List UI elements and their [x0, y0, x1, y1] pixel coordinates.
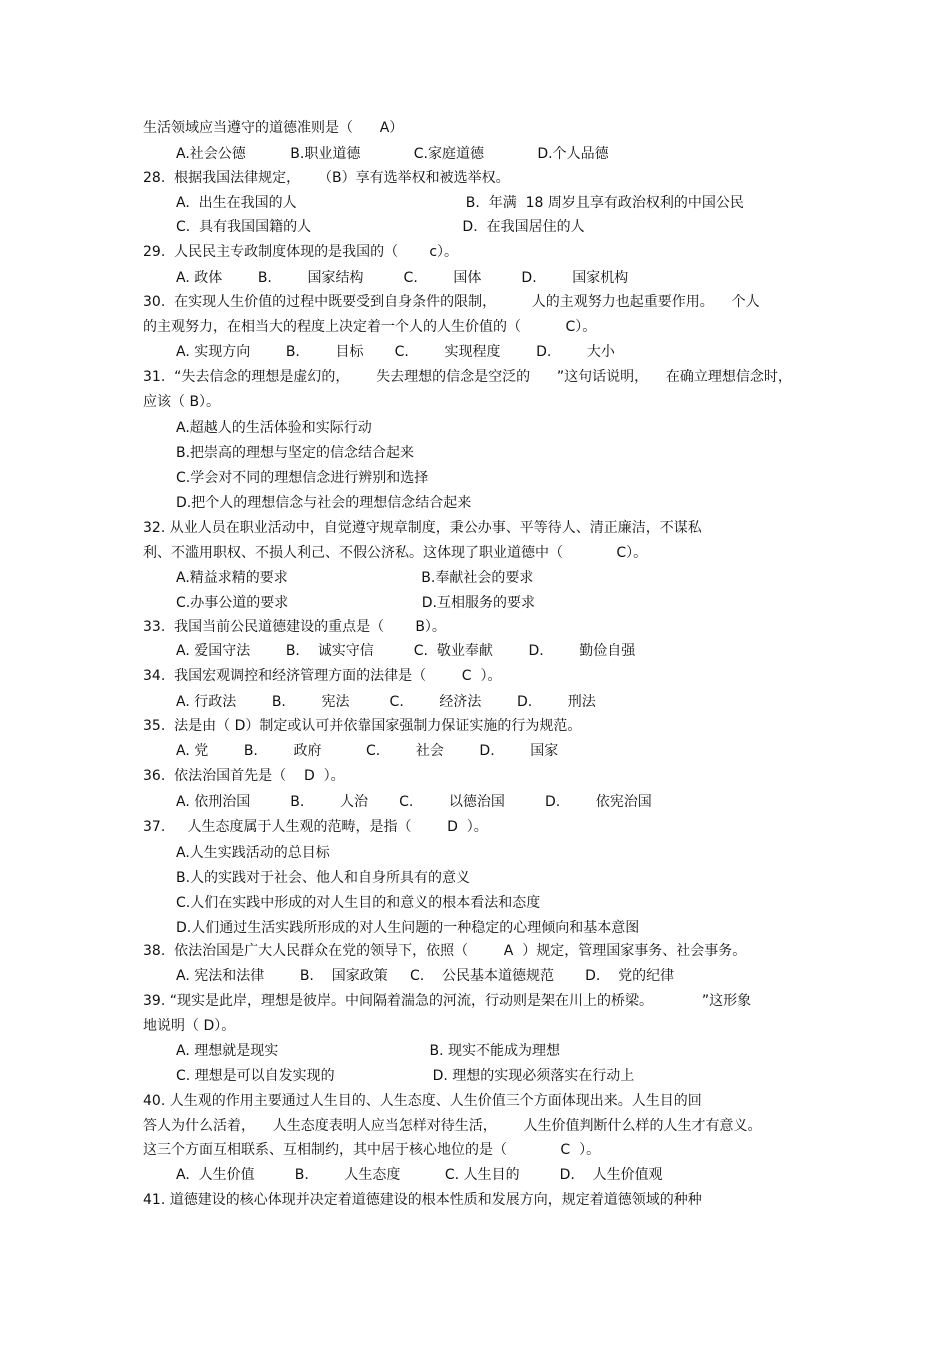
option-line: A.人生实践活动的总目标 [176, 845, 330, 861]
question-line: 地说明（ D）。 [143, 1018, 236, 1034]
option-line: C.办事公道的要求 D.互相服务的要求 [176, 595, 535, 611]
option-line: A. 理想就是现实 B. 现实不能成为理想 [176, 1043, 561, 1059]
question-line: 40. 人生观的作用主要通过人生目的、人生态度、人生价值三个方面体现出来。人生目的回 [143, 1093, 702, 1109]
question-line: 37. 人生态度属于人生观的范畴，是指（ D ）。 [143, 819, 488, 835]
question-line: 34. 我国宏观调控和经济管理方面的法律是（ C ）。 [143, 668, 502, 684]
option-line: C. 具有我国国籍的人 D. 在我国居住的人 [176, 219, 585, 235]
option-line: D.把个人的理想信念与社会的理想信念结合起来 [176, 495, 472, 511]
question-line: 应该（ B）。 [143, 394, 221, 410]
option-line: A. 人生价值 B. 人生态度 C. 人生目的 D. 人生价值观 [176, 1167, 663, 1183]
question-line: 41. 道德建设的核心体现并决定着道德建设的根本性质和发展方向，规定着道德领域的种种 [143, 1192, 702, 1208]
question-line: 的主观努力，在相当大的程度上决定着一个人的人生价值的（ C）。 [143, 319, 597, 335]
option-line: C. 理想是可以自发实现的 D. 理想的实现必须落实在行动上 [176, 1068, 635, 1084]
question-line: 38. 依法治国是广大人民群众在党的领导下，依照（ A ）规定，管理国家事务、社会事务。 [143, 943, 747, 959]
option-line: A. 党 B. 政府 C. 社会 D. 国家 [176, 743, 559, 759]
question-line: 28. 根据我国法律规定， （B）享有选举权和被选举权。 [143, 170, 510, 186]
option-line: C.人们在实践中形成的对人生目的和意义的根本看法和态度 [176, 895, 541, 911]
option-line: C.学会对不同的理想信念进行辨别和选择 [176, 470, 429, 486]
question-line: 29. 人民民主专政制度体现的是我国的（ c）。 [143, 244, 459, 260]
option-line: A. 爱国守法 B. 诚实守信 C. 敬业奉献 D. 勤俭自强 [176, 643, 636, 659]
question-line: 31. “失去信念的理想是虚幻的， 失去理想的信念是空泛的 ”这句话说明， 在确立理想信念时， [143, 369, 792, 385]
question-line: 答人为什么活着， 人生态度表明人应当怎样对待生活， 人生价值判断什么样的人生才有意义。 [143, 1118, 762, 1134]
option-line: B.人的实践对于社会、他人和自身所具有的意义 [176, 870, 471, 886]
question-line: 33. 我国当前公民道德建设的重点是（ B）。 [143, 619, 446, 635]
question-line: 这三个方面互相联系、互相制约，其中居于核心地位的是（ C ）。 [143, 1142, 601, 1158]
question-line: 39. “现实是此岸，理想是彼岸。中间隔着湍急的河流，行动则是架在川上的桥梁。 ”这形象 [143, 993, 752, 1009]
option-line: A. 实现方向 B. 目标 C. 实现程度 D. 大小 [176, 344, 615, 360]
option-line: A. 行政法 B. 宪法 C. 经济法 D. 刑法 [176, 694, 596, 710]
option-line: A.精益求精的要求 B.奉献社会的要求 [176, 570, 534, 586]
option-line: A. 政体 B. 国家结构 C. 国体 D. 国家机构 [176, 270, 629, 286]
option-line: A. 出生在我国的人 B. 年满 18 周岁且享有政治权利的中国公民 [176, 195, 744, 211]
text-line: 生活领域应当遵守的道德准则是（ A） [143, 120, 404, 136]
option-line: A. 依刑治国 B. 人治 C. 以德治国 D. 依宪治国 [176, 794, 652, 810]
question-line: 32. 从业人员在职业活动中，自觉遵守规章制度，秉公办事、平等待人、清正廉洁，不谋私 [143, 520, 702, 536]
question-line: 利、不滥用职权、不损人利己、不假公济私。这体现了职业道德中（ C）。 [143, 545, 648, 561]
option-line: A. 宪法和法律 B. 国家政策 C. 公民基本道德规范 D. 党的纪律 [176, 968, 675, 984]
option-line: B.把崇高的理想与坚定的信念结合起来 [176, 445, 415, 461]
option-line: A.超越人的生活体验和实际行动 [176, 420, 372, 436]
question-line: 30. 在实现人生价值的过程中既要受到自身条件的限制， 人的主观努力也起重要作用。 个人 [143, 294, 760, 310]
question-line: 36. 依法治国首先是（ D ）。 [143, 768, 345, 784]
option-line: D.人们通过生活实践所形成的对人生问题的一种稳定的心理倾向和基本意图 [176, 920, 640, 936]
option-line: A.社会公德 B.职业道德 C.家庭道德 D.个人品德 [176, 146, 609, 162]
question-line: 35. 法是由（ D）制定或认可并依靠国家强制力保证实施的行为规范。 [143, 718, 582, 734]
